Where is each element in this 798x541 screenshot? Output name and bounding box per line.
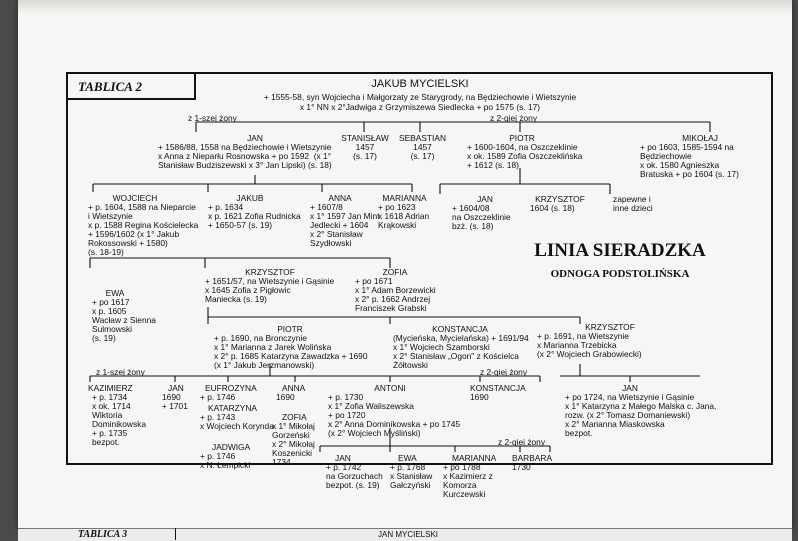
person-jan5-line3: bezpot. (s. 19)	[326, 480, 380, 490]
person-ewa-name: EWA	[105, 288, 125, 298]
person-krzysztof-line1: + 1651/57, na Wietszynie i Gąsinie	[205, 276, 335, 286]
person-anna-line3: Jedlecki + 1604	[310, 220, 369, 230]
next-table-tab-label: TABLICA 3	[78, 529, 128, 540]
person-zofia-name: ZOFIA	[382, 267, 408, 277]
person-ewa-line5: (s. 19)	[92, 333, 116, 343]
marriage-label-kazimierz: z 1-szej żony	[96, 367, 145, 377]
person-katarzyna-line2: x Wojciech Korynda	[200, 421, 274, 431]
person-konstancja-line1: (Mycieńska, Mycielańska) + 1691/94	[393, 333, 529, 343]
person-krzysztof-line2: x 1645 Zofia z Pigłowic	[205, 285, 291, 295]
person-krzysztof2-line2: x Marianna Trzebicka	[537, 340, 617, 350]
person-jadwiga-line2: x N. Łempicki	[200, 460, 251, 470]
person-katarzyna-name: KATARZYNA	[208, 403, 258, 413]
person-wojciech-line1: + p. 1604, 1588 na Nieparcie	[88, 202, 196, 212]
marriage-label-konstancja: z 2-giej żony	[480, 367, 528, 377]
person-piotr-name: PIOTR	[509, 133, 535, 143]
person-marianna-line2: x 1618 Adrian	[378, 211, 430, 221]
person-ewa2-line1: + p. 1768	[390, 462, 426, 472]
person-anna-name: ANNA	[328, 193, 352, 203]
person-zofia-line4: Franciszek Grabski	[355, 303, 427, 313]
person-marianna2-line2: x Kazimierz z	[443, 471, 493, 481]
person-jan5-name: JAN	[335, 453, 351, 463]
person-kazimierz-line3: Wiktoria	[92, 410, 123, 420]
marriage-label-second: z 2-giej żony	[490, 113, 538, 123]
person-barbara-line1: 1730	[512, 462, 531, 472]
person-marianna2-line3: Komorza	[443, 480, 477, 490]
person-jan-p-line3: bzż. (s. 18)	[452, 221, 494, 231]
person-ewa2-line2: x Stanisław	[390, 471, 433, 481]
person-konstancja2-line1: 1690	[470, 392, 489, 402]
person-anna-line5: Szydłowski	[310, 238, 352, 248]
person-jan-p-line1: + 1604/08	[452, 203, 490, 213]
root-name: JAKUB MYCIELSKI	[371, 78, 469, 90]
person-barbara-name: BARBARA	[512, 453, 553, 463]
person-mikolaj-name: MIKOŁAJ	[682, 133, 718, 143]
person-marianna2-line1: + po 1788	[443, 462, 481, 472]
person-krzysztof-name: KRZYSZTOF	[245, 267, 295, 277]
person-jan4-line1: + po 1724, na Wietszynie i Gąsinie	[565, 392, 695, 402]
person-marianna-name: MARIANNA	[382, 193, 427, 203]
person-kazimierz-line6: bezpot.	[92, 437, 120, 447]
person-marianna-line3: Krąkowski	[378, 220, 417, 230]
person-piotr2-name: PIOTR	[277, 324, 303, 334]
person-wojciech-line6: (s. 18-19)	[88, 247, 124, 257]
person-kazimierz-line4: Dominikowska	[92, 419, 146, 429]
person-ewa-line3: Wacław z Sienna	[92, 315, 156, 325]
person-jan-line3: Stanisław Budziszewski x 3° Jan Lipski) (s. 18)	[158, 160, 332, 170]
person-kazimierz-line2: x ok. 1714	[92, 401, 131, 411]
person-marianna-line1: + po 1623	[378, 202, 416, 212]
person-piotr2-line4: (x 1° Jakub Jerzmanowski)	[214, 360, 315, 370]
person-piotr2-line1: + p. 1690, na Bronczynie	[214, 333, 307, 343]
person-ewa-line1: + po 1617	[92, 297, 130, 307]
person-zofia2-line5: 1734	[272, 457, 291, 467]
person-konstancja2-name: KONSTANCJA	[470, 383, 526, 393]
person-wojciech-line2: i Wietszynie	[88, 211, 133, 221]
person-antoni-line5: (x 2° Wojciech Myśliński)	[328, 428, 421, 438]
person-ewa2-line3: Gałczyński	[390, 480, 431, 490]
person-jan-line1: + 1586/88, 1558 na Będziechowie i Wietszynie	[158, 142, 332, 152]
person-jan5-line1: + p. 1742	[326, 462, 362, 472]
person-konstancja-line4: Żółtowski	[393, 360, 428, 370]
person-antoni-line1: + p. 1730	[328, 392, 364, 402]
section-subtitle: ODNOGA PODSTOLIŃSKA	[550, 268, 690, 280]
person-zofia2-line3: x 2° Mikołaj	[272, 439, 315, 449]
person-jakub-line2: x p. 1621 Zofia Rudnicka	[208, 211, 301, 221]
person-marianna2-name: MARIANNA	[452, 453, 497, 463]
person-jan4-line4: x 2° Marianna Miaskowska	[565, 419, 665, 429]
person-kazimierz-name: KAZIMIERZ	[88, 383, 133, 393]
person-piotr-line1: + 1600-1604, na Oszczeklinie	[467, 142, 578, 152]
table-tab-label: TABLICA 2	[78, 79, 142, 94]
person-kazimierz-line5: + p. 1735	[92, 428, 128, 438]
person-krzysztof2-line3: (x 2° Wojciech Grabowiecki)	[537, 349, 642, 359]
person-krzysztof-p-line1: 1604 (s. 18)	[530, 203, 575, 213]
person-zofia2-line2: Gorzeński	[272, 430, 310, 440]
person-jan3-line1: 1690	[162, 392, 181, 402]
person-stanislaw-name: STANISŁAW	[341, 133, 389, 143]
person-zofia2-line1: x 1° Mikołaj	[272, 421, 315, 431]
person-eufrozyna-line1: + p. 1746	[200, 392, 236, 402]
section-title: LINIA SIERADZKA	[534, 240, 706, 261]
person-jakub-line1: + p. 1634	[208, 202, 244, 212]
person-wojciech-line3: x p. 1588 Regina Kościelecka	[88, 220, 199, 230]
person-wojciech-line5: Rokossowski + 1580)	[88, 238, 168, 248]
zapewne-line1: zapewne i	[613, 194, 651, 204]
person-jan-line2: x Anna z Nieparłu Rosnowska + po 1592 (x 1°	[158, 151, 332, 161]
person-antoni-name: ANTONI	[374, 383, 406, 393]
person-piotr2-line2: x 1° Marianna z Jarek Wolińska	[214, 342, 332, 352]
person-mikolaj-line3: x ok. 1580 Agnieszka	[640, 160, 720, 170]
person-zofia-line2: x 1° Adam Borzewicki	[355, 285, 436, 295]
person-sebastian-line2: (s. 17)	[410, 151, 435, 161]
person-krzysztof2-line1: + p. 1691, na Wietszynie	[537, 331, 629, 341]
root-line1: + 1555-58, syn Wojciecha i Małgorzaty ze Starygrody, na Będziechowie i Wietszynie	[263, 92, 577, 102]
person-anna-line4: x 2° Stanisław	[310, 229, 363, 239]
person-mikolaj-line4: Bratuska + po 1604 (s. 17)	[640, 169, 739, 179]
person-zofia-line3: x 2° p. 1662 Andrzej	[355, 294, 431, 304]
person-jan4-line5: bezpot.	[565, 428, 593, 438]
person-zofia-line1: + po 1671	[355, 276, 393, 286]
person-stanislaw-line1: 1457	[355, 142, 375, 152]
person-anna2-name: ANNA	[282, 383, 306, 393]
person-jakub-name: JAKUB	[236, 193, 264, 203]
zapewne-line2: inne dzieci	[613, 203, 653, 213]
person-jan4-line2: x 1° Katarzyna z Małego Malska c. Jana,	[565, 401, 717, 411]
person-jan3-line2: + 1701	[162, 401, 188, 411]
person-ewa2-name: EWA	[398, 453, 417, 463]
person-jan4-line3: rozw. (x 2° Tomasz Domaniewski)	[565, 410, 691, 420]
person-mikolaj-line2: Będziechowie	[640, 151, 692, 161]
person-jan4-name: JAN	[622, 383, 638, 393]
person-anna2-line1: 1690	[276, 392, 295, 402]
person-piotr2-line3: x 2° p. 1685 Katarzyna Zawadzka + 1690	[214, 351, 368, 361]
person-antoni-line3: + po 1720	[328, 410, 366, 420]
person-antoni-line4: x 2° Anna Dominikowska + po 1745	[328, 419, 461, 429]
person-konstancja-name: KONSTANCJA	[432, 324, 488, 334]
person-jan-p-line2: na Oszczeklinie	[452, 212, 511, 222]
person-marianna2-line4: Kurczewski	[443, 489, 486, 499]
root-line2: x 1° NN x 2°Jadwiga z Grzymiszewa Siedlecka + po 1575 (s. 17)	[299, 102, 541, 112]
person-krzysztof-line3: Maniecka (s. 19)	[205, 294, 267, 304]
person-ewa-line2: x p. 1605	[92, 306, 127, 316]
person-wojciech-name: WOJCIECH	[112, 193, 158, 203]
person-jakub-line3: + 1650-57 (s. 19)	[208, 220, 273, 230]
person-jan3-name: JAN	[168, 383, 184, 393]
person-zofia2-name: ZOFIA	[282, 412, 307, 422]
person-mikolaj-line1: + po 1603, 1585-1594 na	[640, 142, 734, 152]
person-konstancja-line3: x 2° Stanisław „Ogon" z Kościelca	[393, 351, 519, 361]
person-sebastian-name: SEBASTIAN	[398, 133, 446, 143]
person-konstancja-line2: x 1° Wojciech Szamborski	[393, 342, 490, 352]
person-stanislaw-line2: (s. 17)	[353, 151, 377, 161]
person-anna-line2: x 1° 1597 Jan Mint	[310, 211, 380, 221]
person-antoni-line2: x 1° Zofia Waliszewska	[328, 401, 414, 411]
person-katarzyna-line1: + p. 1743	[200, 412, 236, 422]
person-jan-name: JAN	[247, 133, 263, 143]
person-zofia2-line4: Koszenicki	[272, 448, 313, 458]
person-sebastian-line1: 1457	[413, 142, 432, 152]
person-eufrozyna-name: EUFROZYNA	[205, 383, 257, 393]
next-root-name: JAN MYCIELSKI	[378, 530, 439, 539]
person-krzysztof2-name: KRZYSZTOF	[585, 322, 635, 332]
person-jadwiga-line1: + p. 1746	[200, 451, 236, 461]
person-jan5-line2: na Gorzuchach	[326, 471, 383, 481]
person-wojciech-line4: + 1596/1602 (x 1° Jakub	[88, 229, 180, 239]
person-jan-p-name: JAN	[477, 194, 493, 204]
person-krzysztof-p-name: KRZYSZTOF	[535, 194, 585, 204]
person-kazimierz-line1: + p. 1734	[92, 392, 128, 402]
person-anna-line1: + 1607/8	[310, 202, 343, 212]
marriage-label-antoni: z 2-giej żony	[498, 437, 546, 447]
person-ewa-line4: Sulmowski	[92, 324, 133, 334]
marriage-label-first: z 1-szej żony	[188, 113, 237, 123]
person-jadwiga-name: JADWIGA	[212, 442, 251, 452]
person-piotr-line2: x ok. 1589 Zofia Oszczeklińska	[467, 151, 583, 161]
person-piotr-line3: + 1612 (s. 18)	[467, 160, 519, 170]
